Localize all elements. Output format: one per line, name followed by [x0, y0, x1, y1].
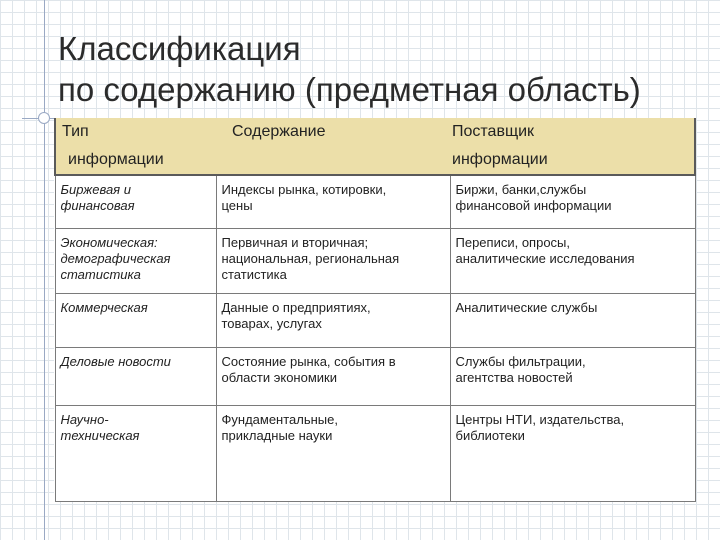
cell-content [216, 348, 450, 406]
header-type [55, 118, 216, 175]
cell-type [55, 229, 216, 294]
cell-content [216, 294, 450, 348]
header-text: Содержание [232, 123, 326, 140]
cell-text: товарах, услугах [221, 316, 322, 331]
header-text: Поставщик [452, 123, 535, 140]
table-header-row [55, 118, 695, 175]
cell-text: Биржевая и [60, 182, 131, 197]
cell-text: Состояние рынка, события в [221, 354, 396, 369]
cell-provider [450, 406, 695, 502]
cell-text: аналитические исследования [455, 251, 635, 266]
cell-text: библиотеки [455, 428, 525, 443]
cell-content [216, 406, 450, 502]
cell-text: статистика [60, 267, 141, 282]
classification-table [54, 118, 696, 502]
cell-content [216, 229, 450, 294]
cell-text: Центры НТИ, издательства, [455, 412, 625, 427]
header-content [216, 118, 450, 175]
cell-text: Аналитические службы [455, 300, 598, 315]
slide-title [58, 28, 708, 110]
cell-text: Службы фильтрации, [455, 354, 586, 369]
cell-text: Экономическая: [60, 235, 158, 250]
slide-title-line: по содержанию (предметная область) [58, 71, 641, 108]
cell-type [55, 175, 216, 229]
cell-content [216, 175, 450, 229]
cell-type [55, 294, 216, 348]
cell-text: агентства новостей [455, 370, 573, 385]
cell-text: Фундаментальные, [221, 412, 338, 427]
cell-provider [450, 175, 695, 229]
cell-type [55, 348, 216, 406]
cell-text: Биржи, банки,службы [455, 182, 587, 197]
table-row [55, 175, 695, 229]
cell-text: области экономики [221, 370, 337, 385]
table-row [55, 406, 695, 502]
cell-text: национальная, региональная [221, 251, 400, 266]
slide-corner-circle [38, 112, 50, 124]
cell-provider [450, 229, 695, 294]
table-row [55, 348, 695, 406]
cell-text: Данные о предприятиях, [221, 300, 371, 315]
cell-text: демографическая [60, 251, 171, 266]
header-provider [450, 118, 695, 175]
cell-text: Индексы рынка, котировки, [221, 182, 387, 197]
cell-text: Первичная и вторичная; [221, 235, 369, 250]
cell-provider [450, 348, 695, 406]
cell-text: статистика [221, 267, 287, 282]
cell-provider [450, 294, 695, 348]
header-text: информации [68, 151, 164, 168]
cell-text: Коммерческая [60, 300, 148, 315]
cell-text: Научно- [60, 412, 109, 427]
cell-text: финансовой информации [455, 198, 612, 213]
table-row [55, 229, 695, 294]
cell-text: Переписи, опросы, [455, 235, 571, 250]
header-text: Тип [62, 123, 89, 140]
cell-text: прикладные науки [221, 428, 333, 443]
table-row [55, 294, 695, 348]
cell-text: Деловые новости [60, 354, 171, 369]
slide-vertical-rule [44, 0, 45, 540]
cell-text: финансовая [60, 198, 135, 213]
slide-title-line: Классификация [58, 30, 301, 67]
header-text: информации [452, 151, 548, 168]
cell-text: техническая [60, 428, 140, 443]
cell-text: цены [221, 198, 253, 213]
cell-type [55, 406, 216, 502]
